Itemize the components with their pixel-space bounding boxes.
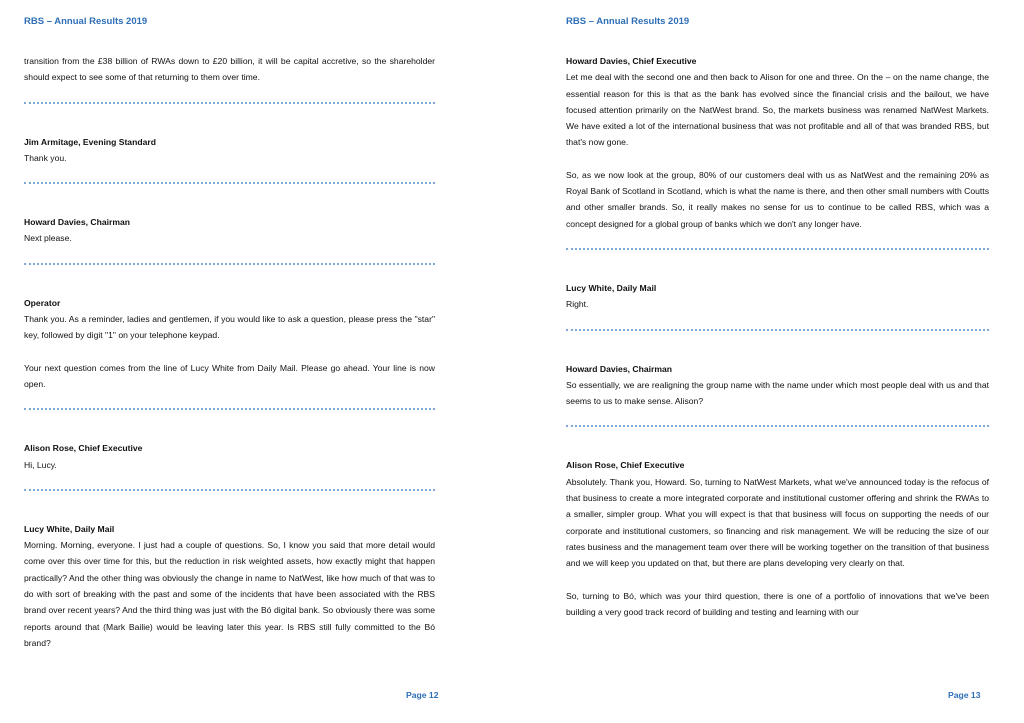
speaker-name: Jim Armitage, Evening Standard	[24, 136, 156, 147]
transcript-body	[566, 53, 989, 636]
speech-paragraph: Morning. Morning, everyone. I just had a couple of questions. So, I know you said that more detail would come over this over time for this, but the reduction in risk weighted assets, how exactly might that happen practically? And the other thing was obviously the change in name to NatWest, like how much of that was to do with sort of breaking with the past and some of the incidents that have been associated with the RBS brand over recent years? And the third thing was just with the Bó digital bank. So obviously there was some reports around that (Mark Bailie) would be leaving later this year. Is RBS still fully committed to the Bó brand?	[24, 540, 435, 648]
speech-paragraph: So, turning to Bó, which was your third question, there is one of a portfolio of innovations that we've been building a very good track record of building and testing and learning with our	[566, 590, 989, 617]
transcript-body	[24, 53, 435, 667]
page-number: Page 13	[948, 690, 981, 700]
page-number: Page 12	[406, 690, 439, 700]
dotted-divider	[566, 248, 989, 250]
dotted-divider	[566, 425, 989, 427]
continuation-paragraph: transition from the £38 billion of RWAs down to £20 billion, it will be capital accretive, so the shareholder should expect to see some of that returning to them over time.	[24, 56, 435, 83]
speech-paragraph: Your next question comes from the line of Lucy White from Daily Mail. Please go ahead. Your line is now open.	[24, 362, 435, 389]
speaker-name: Howard Davies, Chairman	[566, 363, 673, 374]
speech-paragraph: Right.	[566, 299, 589, 310]
speech-paragraph: Thank you.	[24, 152, 67, 163]
speech-paragraph: Next please.	[24, 233, 72, 244]
speaker-name: Howard Davies, Chief Executive	[566, 56, 697, 66]
speech-paragraph: Thank you. As a reminder, ladies and gentlemen, if you would like to ask a question, please press the "star" key, followed by digit "1" on your telephone keypad.	[24, 314, 435, 341]
speaker-name: Lucy White, Daily Mail	[566, 282, 657, 293]
speech-paragraph: Hi, Lucy.	[24, 459, 57, 470]
dotted-divider	[24, 263, 435, 265]
speech-paragraph: Let me deal with the second one and then back to Alison for one and three. On the – on the name change, the essential reason for this is that as the bank has evolved since the financial crisis and the bailout, we have focused attention primarily on the NatWest brand. So, the markets business was renamed NatWest Markets. We have exited a lot of the international business that was not profitable and all of that was branded RBS, but that's now gone.	[566, 72, 989, 148]
document-header: RBS – Annual Results 2019	[24, 16, 148, 27]
dotted-divider	[566, 329, 989, 331]
speech-paragraph: So, as we now look at the group, 80% of our customers deal with us as NatWest and the remaining 20% as Royal Bank of Scotland in Scotland, which is what the name is there, and then other small numbers with Coutts and other smaller brands. So, it really makes no sense for us to continue to be called RBS, which was a concept designed for a global group of banks which we don't any longer have.	[566, 169, 989, 229]
speaker-name: Alison Rose, Chief Executive	[24, 443, 143, 454]
dotted-divider	[24, 102, 435, 104]
dotted-divider	[24, 489, 435, 491]
speech-paragraph: Absolutely. Thank you, Howard. So, turning to NatWest Markets, what we've announced today is the refocus of that business to create a more integrated corporate and institutional customer offering and shrink the RWAs to a smaller, simpler group. What you will expect is that that business will focus on supporting the needs of our corporate and institutional customers, so financing and risk management. We will be reducing the size of our rates business and the management team over there will be working together on the transition of that business and we will keep you updated on that, but there are plans developing very clearly on that.	[566, 476, 989, 569]
speaker-name: Alison Rose, Chief Executive	[566, 460, 685, 471]
speaker-name: Operator	[24, 297, 61, 308]
dotted-divider	[24, 182, 435, 184]
speaker-name: Lucy White, Daily Mail	[24, 523, 115, 534]
document-header: RBS – Annual Results 2019	[566, 16, 690, 27]
speaker-name: Howard Davies, Chairman	[24, 217, 131, 228]
page-13	[512, 0, 1024, 723]
speech-paragraph: So essentially, we are realigning the group name with the name under which most people deal with us and that seems to us to make sense. Alison?	[566, 379, 989, 407]
dotted-divider	[24, 408, 435, 410]
